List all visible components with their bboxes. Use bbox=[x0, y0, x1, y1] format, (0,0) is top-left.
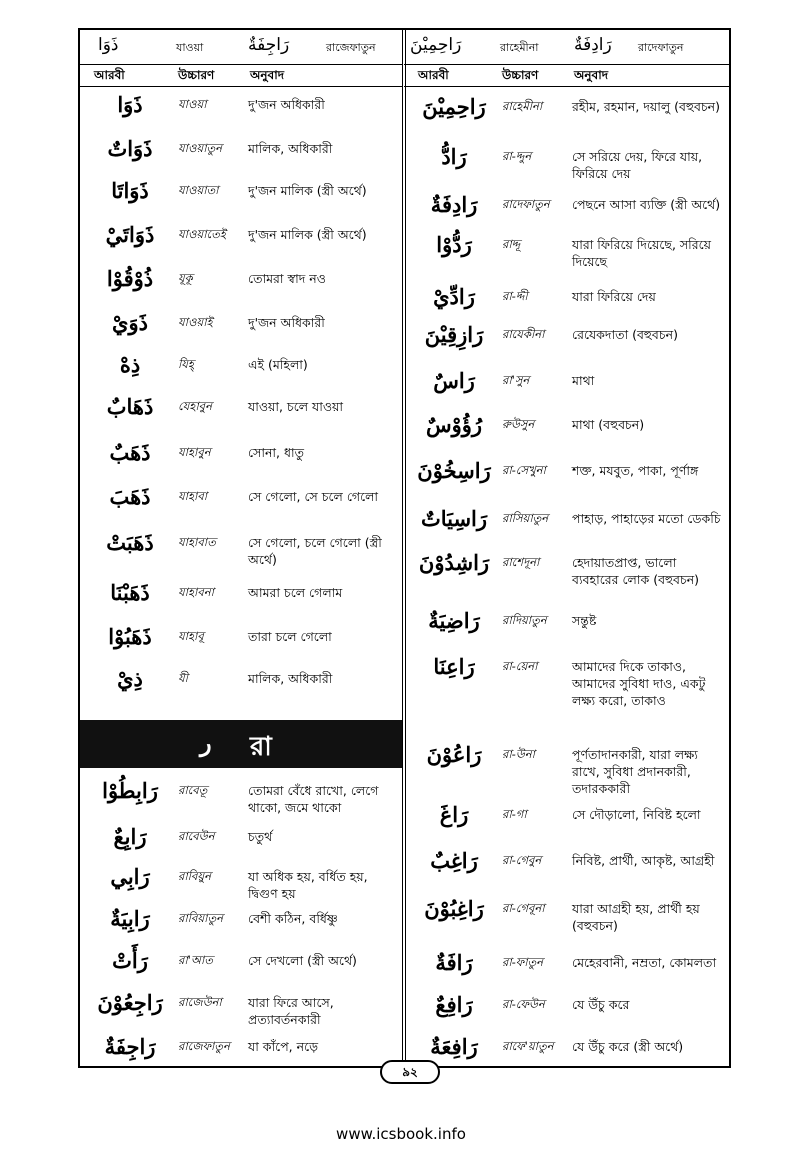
entry-arabic: رَاغِبُوْنَ bbox=[424, 896, 484, 921]
entry-translation: দু'জন অধিকারী bbox=[248, 315, 325, 330]
entry-pronunciation: রা-গেবূনা bbox=[502, 901, 545, 915]
entry-arabic: رَاغِبٌ bbox=[430, 848, 478, 873]
entry-arabic: رَابِيَةٌ bbox=[110, 906, 150, 931]
entry-translation: দু'জন অধিকারী bbox=[248, 97, 325, 112]
entry-translation: রহীম, রহমান, দয়ালু (বহুবচন) bbox=[572, 99, 721, 114]
entry-pronunciation: রাযেকীনা bbox=[502, 327, 545, 341]
banner-arabic-letter: ر bbox=[200, 728, 212, 757]
entry-translation: মাথা (বহুবচন) bbox=[572, 417, 645, 432]
entry-arabic: رَادِّيْ bbox=[433, 284, 475, 309]
entry-arabic: رَابِطُوْا bbox=[102, 778, 158, 803]
entry-arabic: ذَهَبُوْا bbox=[108, 624, 152, 649]
entry-arabic: ذَوَاتٌ bbox=[107, 136, 153, 161]
entry-arabic: رَافَةٌ bbox=[435, 950, 473, 975]
entry-arabic: ذَهَبٌ bbox=[109, 440, 151, 465]
header-arabic-1: رَاحِمِيْنَ bbox=[410, 35, 462, 55]
entry-translation: তারা চলে গেলো bbox=[248, 629, 332, 644]
entry-translation: যারা ফিরিয়ে দেয় bbox=[572, 289, 656, 304]
entry-pronunciation: রাদ্দূ bbox=[502, 237, 521, 251]
entry-arabic: رَاجِفَةٌ bbox=[104, 1034, 156, 1059]
entry-arabic: ذَوَاتَيْ bbox=[105, 222, 155, 247]
entry-pronunciation: যাহাবূ bbox=[178, 629, 204, 643]
left-running-header bbox=[80, 30, 402, 65]
entry-pronunciation: রাফে'য়াতুন bbox=[502, 1039, 554, 1053]
entry-translation: যা অধিক হয়, বর্ধিত হয়, দ্বিগুণ হয় bbox=[248, 869, 368, 901]
entry-translation: নিবিষ্ট, প্রার্থী, আকৃষ্ট, আগ্রহী bbox=[572, 853, 715, 868]
entry-arabic: رَادُّ bbox=[441, 144, 467, 169]
col-header-trans: অনুবাদ bbox=[250, 68, 285, 82]
right-column bbox=[404, 30, 729, 1066]
entry-arabic: رُؤُوْسٌ bbox=[425, 412, 483, 437]
entry-pronunciation: রাবিয়াতুন bbox=[178, 911, 223, 925]
entry-arabic: رَافِعَةٌ bbox=[430, 1034, 478, 1059]
entry-translation: যা কাঁপে, নড়ে bbox=[248, 1039, 319, 1054]
footer-url: www.icsbook.info bbox=[336, 1125, 466, 1143]
entry-pronunciation: যাহাবুন bbox=[178, 445, 211, 459]
col-header-pron: উচ্চারণ bbox=[502, 68, 539, 82]
entry-arabic: ذَهَبَتْ bbox=[106, 530, 154, 555]
entry-pronunciation: রা-য়েনা bbox=[502, 659, 538, 673]
entry-pronunciation: রাদেফাতুন bbox=[502, 197, 550, 211]
col-header-pron: উচ্চারণ bbox=[178, 68, 215, 82]
entry-pronunciation: রা-দ্দী bbox=[502, 289, 528, 303]
entry-translation: সে সরিয়ে দেয়, ফিরে যায়, ফিরিয়ে দেয় bbox=[572, 149, 703, 181]
entry-pronunciation: যেহাবুন bbox=[178, 399, 212, 413]
entry-arabic: ذِيْ bbox=[117, 666, 143, 691]
entry-pronunciation: রাবেতূ bbox=[178, 783, 208, 797]
entry-arabic: رَاسٌ bbox=[433, 368, 475, 393]
entry-translation: সোনা, ধাতু bbox=[248, 445, 304, 460]
entry-pronunciation: রাহেমীনা bbox=[502, 99, 543, 113]
entry-arabic: رَاعُوْنَ bbox=[426, 742, 482, 767]
entry-translation: সে গেলো, সে চলে গেলো bbox=[248, 489, 379, 504]
entry-pronunciation: রুউসুন bbox=[502, 417, 535, 431]
header-arabic-2: رَاجِفَةٌ bbox=[248, 35, 290, 55]
entry-arabic: رَافِعٌ bbox=[435, 992, 473, 1017]
entry-translation: এই (মহিলা) bbox=[248, 357, 308, 372]
entry-translation: শক্ত, মযবুত, পাকা, পূর্ণাঙ্গ bbox=[572, 463, 699, 478]
entry-translation: রেযেকদাতা (বহুবচন) bbox=[572, 327, 678, 342]
entry-arabic: رَاعِنَا bbox=[433, 654, 475, 679]
entry-arabic: رَأَتْ bbox=[112, 948, 148, 973]
entry-translation: যারা ফিরে আসে, প্রত্যাবর্তনকারী bbox=[248, 995, 334, 1027]
entry-arabic: ذَهَابٌ bbox=[106, 394, 154, 419]
entry-pronunciation: রা-ফেউন bbox=[502, 997, 545, 1011]
entry-arabic: ذَوَاتَا bbox=[111, 178, 149, 203]
entry-translation: যে উঁচু করে (স্ত্রী অর্থে) bbox=[572, 1039, 684, 1054]
entry-pronunciation: রাদিয়াতুন bbox=[502, 613, 547, 627]
entry-translation: দু'জন মালিক (স্ত্রী অর্থে) bbox=[248, 227, 367, 242]
entry-pronunciation: রা-ফাতুন bbox=[502, 955, 544, 969]
entry-pronunciation: রা-গা bbox=[502, 807, 527, 821]
entry-translation: পাহাড়, পাহাড়ের মতো ডেকচি bbox=[572, 511, 721, 526]
entry-translation: যারা আগ্রহী হয়, প্রার্থী হয় (বহুবচন) bbox=[572, 901, 700, 933]
entry-arabic: ذِهْ bbox=[119, 352, 141, 377]
entry-translation: চতুর্থ bbox=[248, 829, 273, 844]
entry-pronunciation: রা-দ্দুন bbox=[502, 149, 532, 163]
entry-arabic: ذَوَا bbox=[117, 92, 143, 117]
entry-translation: পূর্ণতাদানকারী, যারা লক্ষ্য রাখে, সুবিধা প্রদানকারী, তদারককারী bbox=[572, 747, 698, 796]
entry-translation: দু'জন মালিক (স্ত্রী অর্থে) bbox=[248, 183, 367, 198]
entry-pronunciation: রা-সেখুনা bbox=[502, 463, 546, 477]
section-banner-ra bbox=[80, 720, 402, 768]
entry-pronunciation: রা-গেবুন bbox=[502, 853, 542, 867]
entry-translation: আমরা চলে গেলাম bbox=[248, 585, 343, 600]
entry-arabic: رَاغَ bbox=[439, 802, 469, 827]
page-number: ৯২ bbox=[380, 1060, 440, 1084]
header-pron-2: রাদেফাতুন bbox=[638, 41, 684, 54]
entry-pronunciation: রা'সুন bbox=[502, 373, 530, 387]
entry-translation: যে উঁচু করে bbox=[572, 997, 630, 1012]
entry-translation: মেহেরবানী, নম্রতা, কোমলতা bbox=[572, 955, 717, 970]
entry-arabic: رَاضِيَةٌ bbox=[428, 608, 480, 633]
col-header-arabic: আরবী bbox=[94, 68, 125, 82]
entry-pronunciation: যাওয়াতা bbox=[178, 183, 219, 197]
entry-translation: হেদায়াতপ্রাপ্ত, ভালো ব্যবহারের লোক (বহুবচন) bbox=[572, 555, 700, 587]
entry-pronunciation: রাশেদূনা bbox=[502, 555, 540, 569]
entry-pronunciation: যী bbox=[178, 671, 188, 685]
entry-pronunciation: যাহাবনা bbox=[178, 585, 214, 599]
entry-pronunciation: যাহাবা bbox=[178, 489, 208, 503]
entry-arabic: رَاشِدُوْنَ bbox=[418, 550, 490, 575]
entry-translation: মাথা bbox=[572, 373, 595, 388]
entry-pronunciation: রাবেউন bbox=[178, 829, 215, 843]
entry-pronunciation: যাহাবাত bbox=[178, 535, 216, 549]
entry-translation: সন্তুষ্ট bbox=[572, 613, 597, 628]
left-column-headers bbox=[80, 64, 402, 87]
entry-pronunciation: যাওয়াতেই bbox=[178, 227, 226, 241]
entry-translation: মালিক, অধিকারী bbox=[248, 671, 333, 686]
left-column bbox=[80, 30, 402, 1066]
entry-arabic: رَازِقِيْنَ bbox=[424, 322, 484, 347]
entry-pronunciation: রা-উনা bbox=[502, 747, 535, 761]
entry-pronunciation: যাওয়া bbox=[178, 97, 207, 111]
entry-translation: সে গেলো, চলে গেলো (স্ত্রী অর্থে) bbox=[248, 535, 382, 567]
entry-translation: মালিক, অধিকারী bbox=[248, 141, 333, 156]
header-pron-1: যাওয়া bbox=[176, 41, 204, 54]
entry-translation: পেছনে আসা ব্যক্তি (স্ত্রী অর্থে) bbox=[572, 197, 721, 212]
entry-arabic: رَاسِخُوْنَ bbox=[417, 458, 491, 483]
entry-arabic: رَابِي bbox=[110, 864, 150, 889]
entry-arabic: ذُوْقُوْا bbox=[106, 266, 154, 291]
header-pron-2: রাজেফাতুন bbox=[326, 41, 376, 54]
entry-translation: যাওয়া, চলে যাওয়া bbox=[248, 399, 344, 414]
banner-bengali-letter: রা bbox=[250, 732, 272, 762]
entry-arabic: رَادِفَةٌ bbox=[430, 192, 478, 217]
entry-pronunciation: যাওয়াই bbox=[178, 315, 213, 329]
entry-arabic: رَاسِيَاتٌ bbox=[420, 506, 488, 531]
entry-translation: সে দেখলো (স্ত্রী অর্থে) bbox=[248, 953, 357, 968]
entry-pronunciation: রা'আত bbox=[178, 953, 213, 967]
entry-pronunciation: যাওয়াতুন bbox=[178, 141, 223, 155]
entry-arabic: رَدُّوْا bbox=[436, 232, 472, 257]
entry-pronunciation: রাজেফাতুন bbox=[178, 1039, 230, 1053]
col-header-arabic: আরবী bbox=[418, 68, 449, 82]
entry-arabic: ذَهَبَ bbox=[109, 484, 151, 509]
entry-pronunciation: যূকূ bbox=[178, 271, 193, 285]
entry-arabic: ذَهَبْنَا bbox=[110, 580, 150, 605]
entry-translation: সে দৌড়ালো, নিবিষ্ট হলো bbox=[572, 807, 701, 822]
right-column-headers bbox=[404, 64, 729, 87]
entry-translation: যারা ফিরিয়ে দিয়েছে, সরিয়ে দিয়েছে bbox=[572, 237, 711, 269]
entry-arabic: رَاجِعُوْنَ bbox=[97, 990, 163, 1015]
entry-arabic: رَابِعٌ bbox=[113, 824, 147, 849]
right-running-header bbox=[404, 30, 729, 65]
entry-translation: তোমরা স্বাদ নও bbox=[248, 271, 326, 286]
entry-arabic: ذَوَيْ bbox=[112, 310, 148, 335]
entry-pronunciation: রাজেউনা bbox=[178, 995, 222, 1009]
col-header-trans: অনুবাদ bbox=[574, 68, 609, 82]
header-arabic-1: ذَوَا bbox=[98, 35, 119, 55]
entry-pronunciation: যিহ্ bbox=[178, 357, 194, 371]
header-arabic-2: رَادِفَةٌ bbox=[574, 35, 612, 55]
entry-pronunciation: রাসিয়াতুন bbox=[502, 511, 549, 525]
dictionary-page bbox=[78, 28, 731, 1079]
entry-pronunciation: রাবিয়ুন bbox=[178, 869, 211, 883]
entry-translation: আমাদের দিকে তাকাও, আমাদের সুবিধা দাও, একটু লক্ষ্য করো, তাকাও bbox=[572, 659, 706, 708]
header-pron-1: রাহেমীনা bbox=[500, 41, 539, 54]
entry-arabic: رَاحِمِيْنَ bbox=[422, 94, 486, 119]
entry-translation: তোমরা বেঁধে রাখো, লেগে থাকো, জমে থাকো bbox=[248, 783, 379, 815]
entry-translation: বেশী কঠিন, বর্ধিষ্ণু bbox=[248, 911, 338, 926]
